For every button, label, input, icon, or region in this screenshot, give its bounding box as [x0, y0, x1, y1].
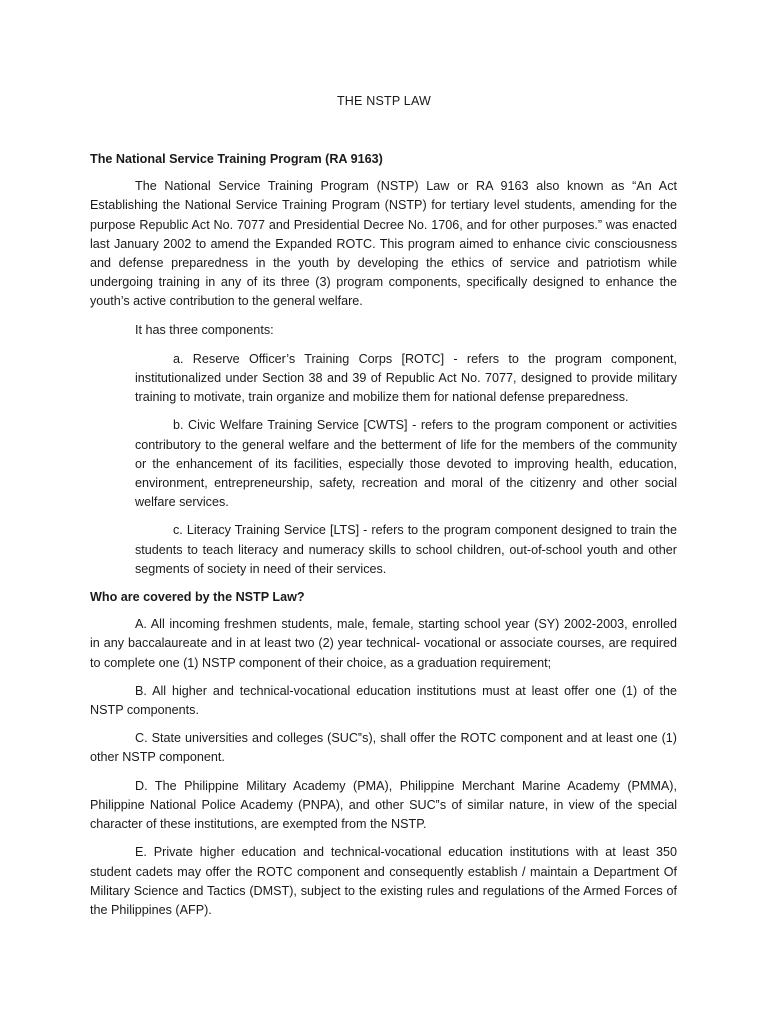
section-heading-coverage: Who are covered by the NSTP Law? — [90, 590, 305, 605]
component-cwts: b. Civic Welfare Training Service [CWTS] - refers to the program component or activities contributory to the general welfare and the betterment of life for the members of the community or the enhancement of its facilities, especially those devoted to improving health, education, environment, entrepreneurship, safety, recreation and moral of the citizenry and other social welfare services. — [135, 418, 677, 510]
components-intro: It has three components: — [135, 322, 274, 337]
coverage-item-d: D. The Philippine Military Academy (PMA), Philippine Merchant Marine Academy (PMMA), Philippine National Police Academy (PNPA), and other SUC‟s of similar nature, in view of the special character of these institutions, are exempted from the NSTP. — [90, 778, 677, 832]
coverage-item-b: B. All higher and technical-vocational education institutions must at least offer one (1) of the NSTP components. — [90, 683, 677, 718]
section-heading-ra9163: The National Service Training Program (RA 9163) — [90, 152, 383, 166]
document-title: THE NSTP LAW — [336, 94, 432, 108]
intro-paragraph: The National Service Training Program (NSTP) Law or RA 9163 also known as “An Act Establishing the National Service Training Program (NSTP) for tertiary level students, amending for the purpose Republic Act No. 7077 and Presidential Decree No. 1706, and for other purposes.” was enacted last January 2002 to amend the Expanded ROTC. This program aimed to enhance civic consciousness and defense preparedness in the youth by developing the ethics of service and patriotism while undergoing training in any of its three (3) program components, specifically designed to enhance the youth’s active contribution to the general welfare. — [90, 179, 677, 309]
coverage-item-a: A. All incoming freshmen students, male, female, starting school year (SY) 2002-2003, enrolled in any baccalaureate and in at least two (2) year technical- vocational or associate courses, are required to complete one (1) NSTP component of their choice, as a graduation requirement; — [90, 617, 677, 670]
coverage-item-e: E. Private higher education and technical-vocational education institutions with at least 350 student cadets may offer the ROTC component and consequently establish / maintain a Department Of Military Science and Tactics (DMST), subject to the existing rules and regulations of the Armed Forces of the Philippines (AFP). — [90, 845, 677, 917]
document-body — [90, 150, 677, 929]
component-lts: c. Literacy Training Service [LTS] - refers to the program component designed to train the students to teach literacy and numeracy skills to school children, out-of-school youth and other segments of society in need of their services. — [135, 523, 677, 576]
coverage-item-c: C. State universities and colleges (SUC‟s), shall offer the ROTC component and at least one (1) other NSTP component. — [90, 731, 677, 765]
component-rotc: a. Reserve Officer’s Training Corps [ROTC] - refers to the program component, institutionalized under Section 38 and 39 of Republic Act No. 7077, designed to provide military training to motivate, train organize and mobilize them for national defense preparedness. — [135, 351, 677, 405]
